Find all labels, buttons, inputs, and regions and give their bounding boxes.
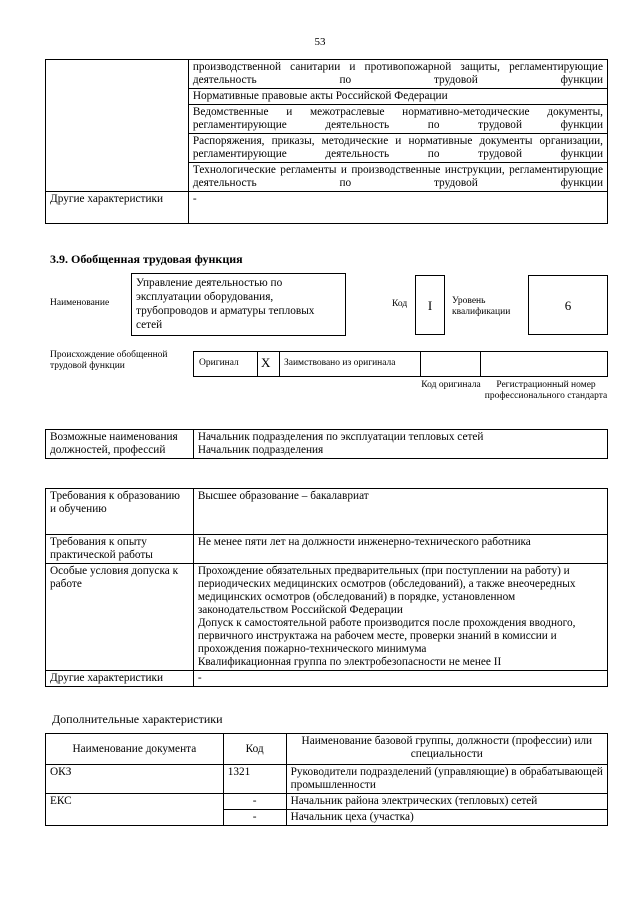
origin-box [193,351,608,377]
table-row [46,671,608,687]
table-row [46,564,608,671]
additional-table [45,733,608,826]
table-header-row [46,734,608,765]
table-row [46,794,608,810]
table-cell: Высшее образование – бакалавриат [193,489,607,535]
divider [279,351,280,377]
table-row [46,489,608,535]
level-label: Уровень квалификации [452,296,511,317]
code-label: Код [392,299,408,309]
name-value: Управление деятельностью по эксплуатации оборудования, трубопроводов и арматуры тепловых сетей [131,273,346,336]
positions-table [45,429,608,459]
code-original-caption: Код оригинала [421,380,481,390]
table-header: Код [223,734,286,765]
divider [257,351,258,377]
divider [420,351,421,377]
table-cell: - [193,671,607,687]
table-cell: Прохождение обязательных предварительных (при поступлении на работу) и периодических медицинских осмотров (обследований), а также внеочередных медицинских осмотров (обследований) в порядке, установленном законодательством Российской Федерации Допуск к самостоятельной работе производится после прохождения вводного, первичного инструктажа на рабочем месте, проверки знаний в комиссии и прохождения пожарно-технического минимума Квалификационная группа по электробезопасности не менее II [193,564,607,671]
table-cell-label: Другие характеристики [46,671,194,687]
table-cell-label [46,60,189,192]
origin-label: Происхождение обобщенной трудовой функции [50,350,168,371]
table-cell: Начальник цеха (участка) [286,810,607,826]
name-label: Наименование [50,298,110,308]
table-cell: Не менее пяти лет на должности инженерно-технического работника [193,535,607,564]
table-cell-label: Особые условия допуска к работе [46,564,194,671]
table-cell: - [223,810,286,826]
level-value: 6 [528,275,608,335]
table-row [46,430,608,459]
section-title: 3.9. Обобщенная трудовая функция [50,252,243,266]
table-cell-label: Требования к опыту практической работы [46,535,194,564]
table-cell-label: Возможные наименования должностей, профессий [46,430,194,459]
table-cell: 1321 [223,765,286,794]
table-cell: Начальник района электрических (тепловых) сетей [286,794,607,810]
original-label: Оригинал [199,358,239,368]
table-cell: Руководители подразделений (управляющие) в обрабатывающей промышленности [286,765,607,794]
table-cell: - [223,794,286,810]
page-number: 53 [314,36,326,48]
reg-number-caption: Регистрационный номер профессионального стандарта [484,380,608,401]
table-row [46,765,608,794]
table-header: Наименование документа [46,734,224,765]
table-header: Наименование базовой группы, должности (профессии) или специальности [286,734,607,765]
original-mark: X [261,355,271,370]
additional-title: Дополнительные характеристики [52,712,223,726]
table-cell: производственной санитарии и противопожарной защиты, регламентирующие деятельность по трудовой функции [188,60,607,89]
table-row [46,535,608,564]
table-cell: ЕКС [46,794,224,826]
top-table [45,59,608,224]
table-cell: Нормативные правовые акты Российской Федерации [188,89,607,105]
table-cell: Начальник подразделения по эксплуатации тепловых сетей Начальник подразделения [193,430,607,459]
table-cell: Распоряжения, приказы, методические и нормативные документы организации, регламентирующие деятельность по трудовой функции [188,134,607,163]
borrowed-label: Заимствовано из оригинала [284,358,396,368]
code-value: I [415,275,445,335]
table-cell: Технологические регламенты и производственные инструкции, регламентирующие деятельность по трудовой функции [188,163,607,192]
requirements-table [45,488,608,687]
table-row [46,192,608,224]
table-cell-label: Требования к образованию и обучению [46,489,194,535]
table-cell: ОКЗ [46,765,224,794]
table-cell-label: Другие характеристики [46,192,189,224]
table-row [46,60,608,89]
table-cell: - [188,192,607,224]
table-cell: Ведомственные и межотраслевые нормативно-методические документы, регламентирующие деятельность по трудовой функции [188,105,607,134]
divider [480,351,481,377]
